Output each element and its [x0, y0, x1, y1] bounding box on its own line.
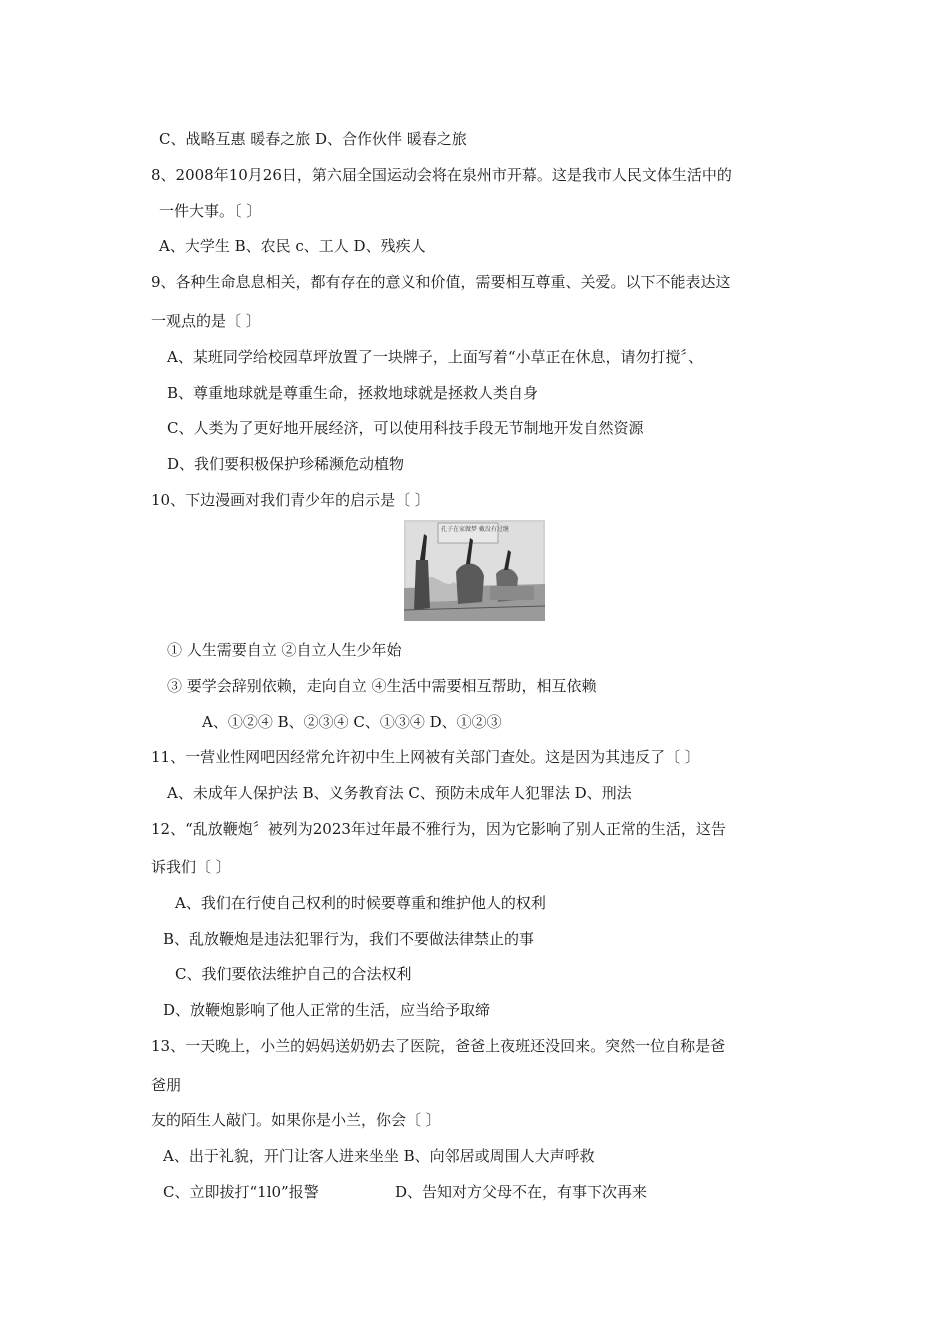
option-c-d-q7: C、战略互惠 暖春之旅 D、合作伙伴 暖春之旅 [159, 130, 467, 148]
question-10-item-3-4: ③ 要学会辞别依赖，走向自立 ④生活中需要相互帮助，相互依赖 [167, 677, 597, 695]
question-9-option-b: B、尊重地球就是尊重生命，拯救地球就是拯救人类自身 [167, 384, 539, 402]
question-9-stem-cont: 一观点的是〔 〕 [151, 312, 261, 330]
question-13-options-a-b: A、出于礼貌，开门让客人进来坐坐 B、向邻居或周围人大声呼救 [163, 1147, 595, 1165]
question-12-option-b: B、乱放鞭炮是违法犯罪行为，我们不要做法律禁止的事 [163, 930, 535, 948]
question-13-option-c: C、立即拔打“1l0”报警 [163, 1183, 319, 1201]
question-9-option-c: C、人类为了更好地开展经济，可以使用科技手段无节制地开发自然资源 [167, 419, 644, 437]
question-13-option-d: D、告知对方父母不在，有事下次再来 [395, 1183, 648, 1201]
question-9-option-a: A、某班同学给校园草坪放置了一块牌子，上面写着“小草正在休息，请勿打搅〞、 [167, 348, 704, 366]
question-12-option-a: A、我们在行使自己权利的时候要尊重和维护他人的权利 [175, 894, 546, 912]
question-11-stem: 11、一营业性网吧因经常允许初中生上网被有关部门查处。这是因为其违反了〔 〕 [151, 748, 700, 766]
question-12-stem: 12、“乱放鞭炮〞被列为2023年过年最不雅行为，因为它影响了别人正常的生活，这告 [151, 820, 726, 838]
question-10-stem: 10、下边漫画对我们青少年的启示是〔 〕 [151, 491, 430, 509]
question-13-stem-cont-2: 友的陌生人敲门。如果你是小兰，你会〔 〕 [151, 1111, 441, 1129]
question-13-stem: 13、一天晚上，小兰的妈妈送奶奶去了医院，爸爸上夜班还没回来。突然一位自称是爸 [151, 1037, 726, 1055]
question-13-stem-cont-1: 爸朋 [151, 1076, 182, 1094]
question-9-option-d: D、我们要积极保护珍稀濒危动植物 [167, 455, 405, 473]
question-10-item-1-2: ① 人生需要自立 ②自立人生少年始 [167, 641, 402, 659]
question-8-stem-cont: 一件大事。〔 〕 [159, 202, 262, 220]
question-12-stem-cont: 诉我们〔 〕 [151, 858, 231, 876]
cartoon-caption: 孔子在家做梦 戴没有过继 [441, 526, 509, 533]
question-8-options: A、大学生 B、农民 c、工人 D、残疾人 [159, 237, 426, 255]
cartoon-image [404, 520, 545, 621]
question-8-stem: 8、2008年10月26日，第六届全国运动会将在泉州市开幕。这是我市人民文体生活中的 [151, 166, 732, 184]
question-12-option-c: C、我们要依法维护自己的合法权利 [175, 965, 412, 983]
question-12-option-d: D、放鞭炮影响了他人正常的生活，应当给予取缔 [163, 1001, 491, 1019]
question-9-stem: 9、各种生命息息相关，都有存在的意义和价值，需要相互尊重、关爱。以下不能表达这 [151, 273, 731, 291]
question-11-options: A、未成年人保护法 B、义务教育法 C、预防未成年人犯罪法 D、刑法 [167, 784, 632, 802]
question-10-options: A、①②④ B、②③④ C、①③④ D、①②③ [202, 713, 502, 731]
